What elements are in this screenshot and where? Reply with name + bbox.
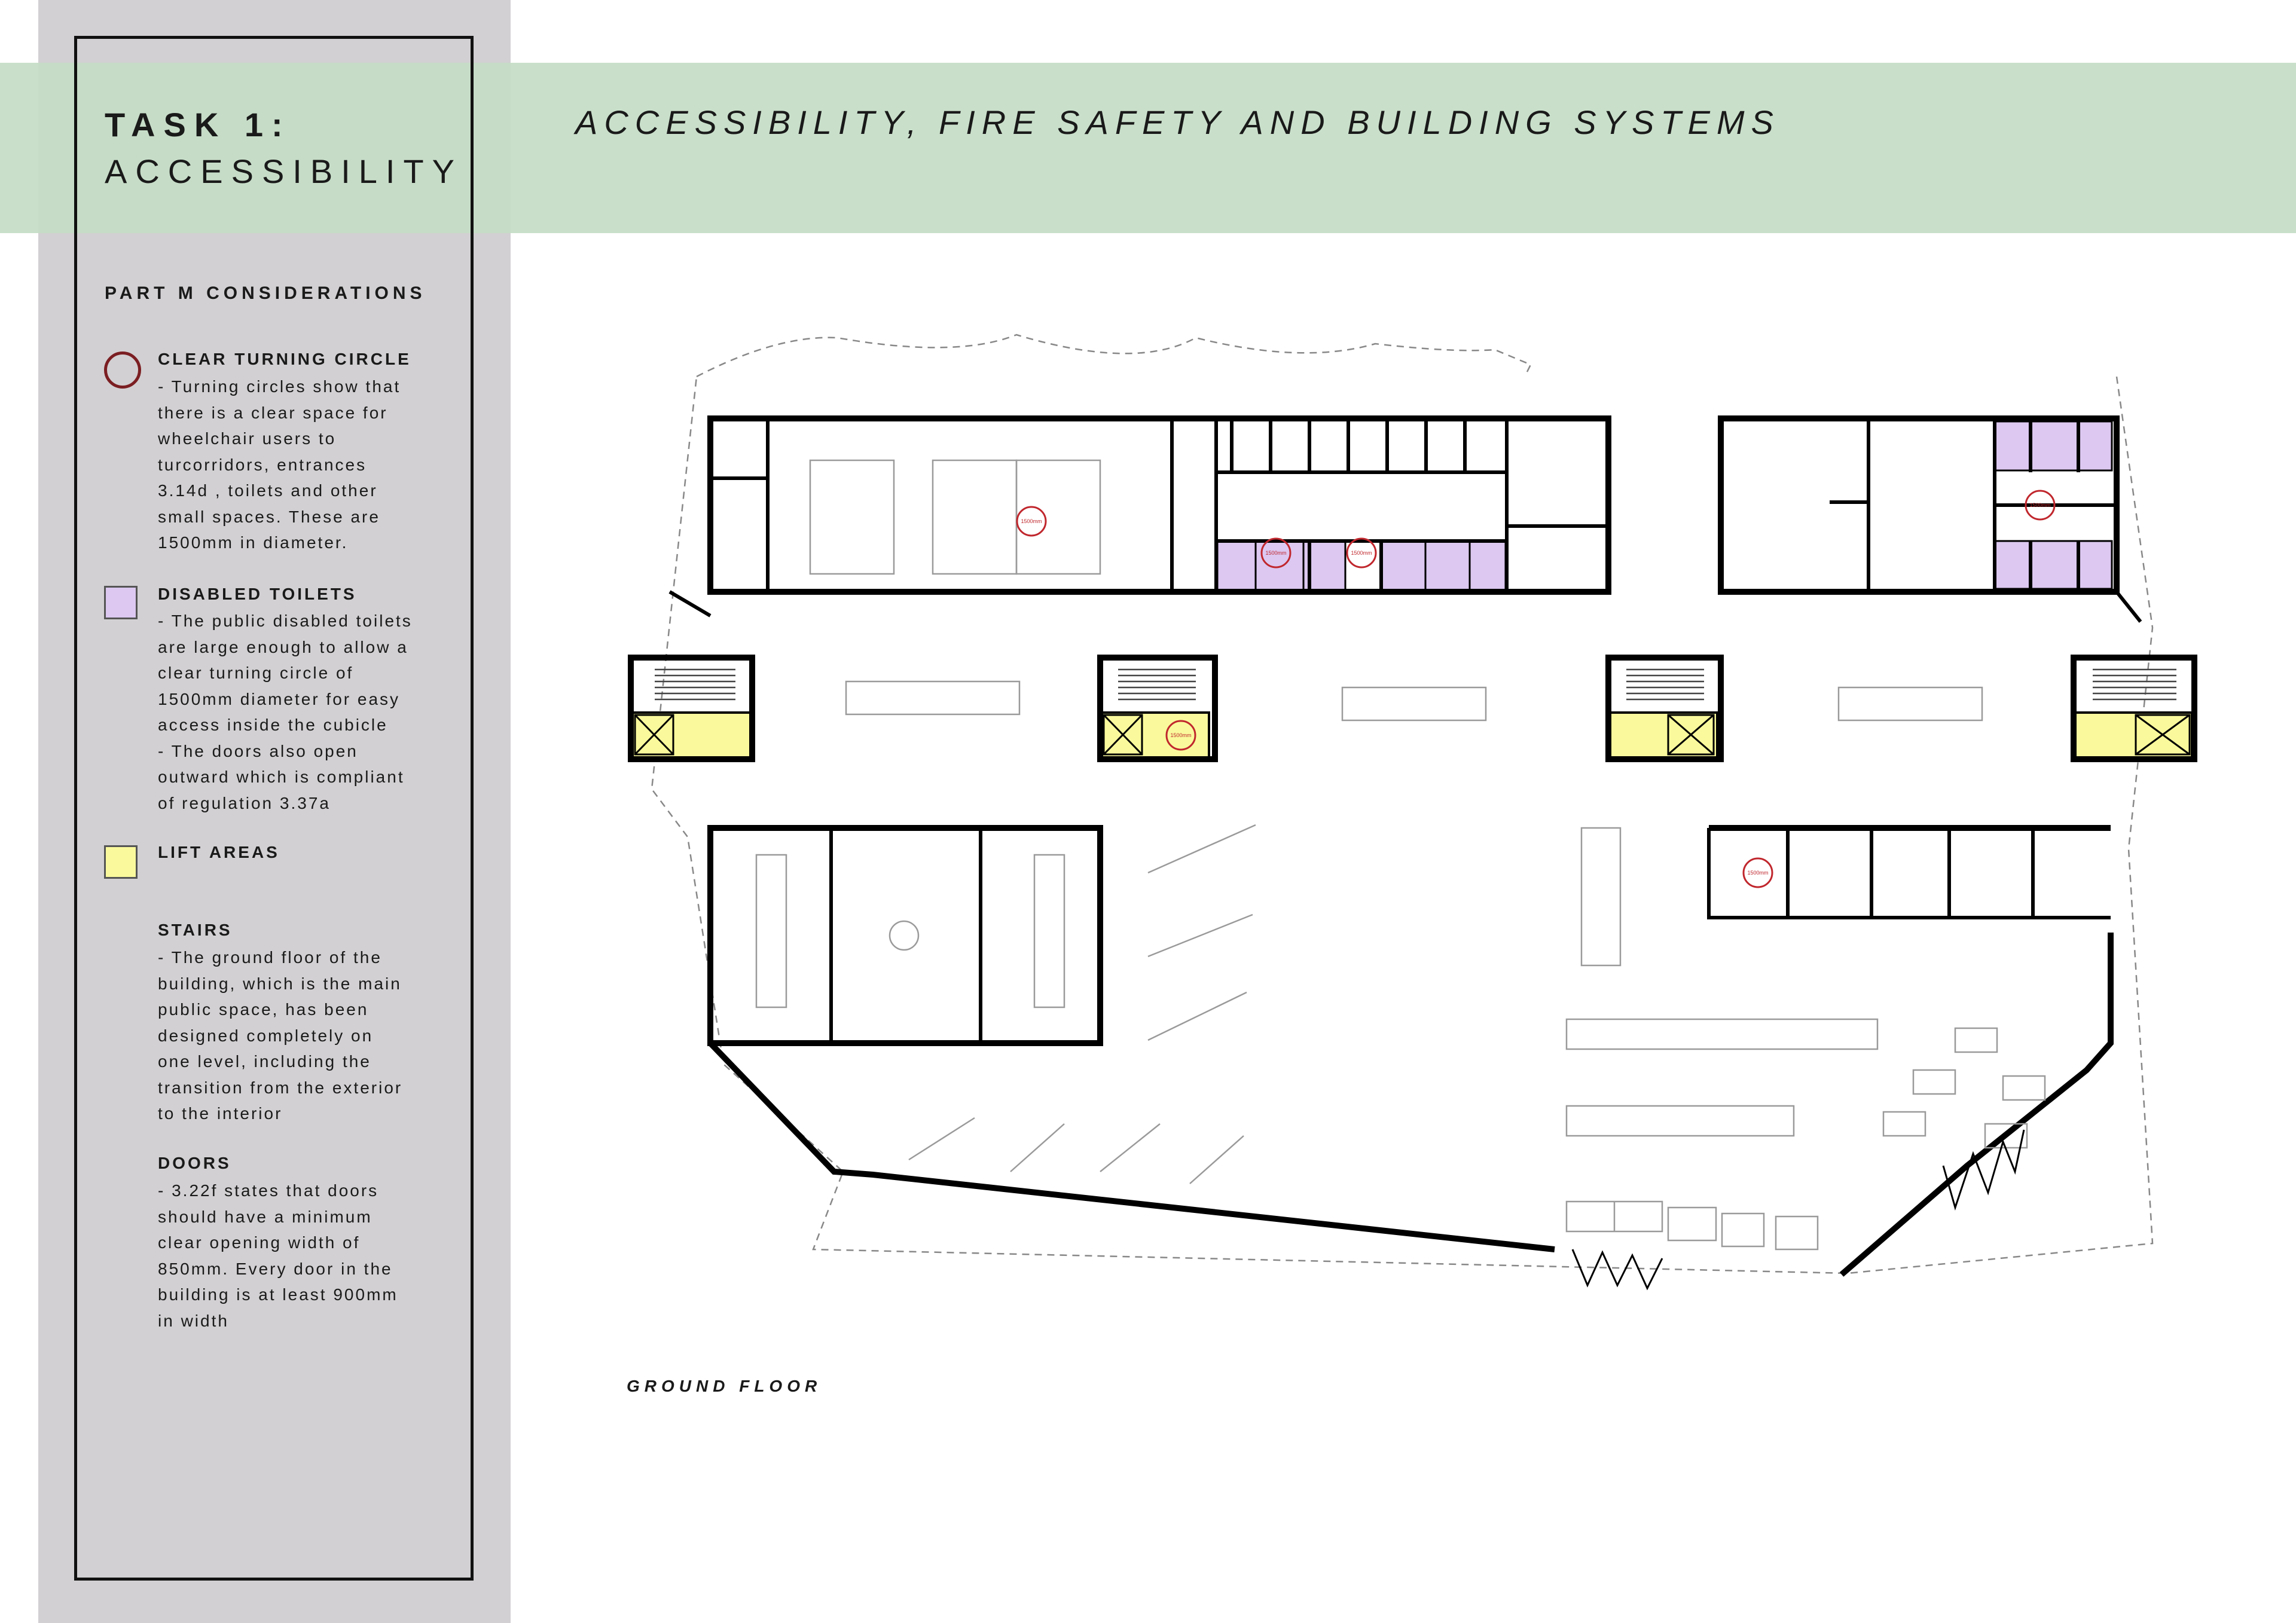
turning-circle-label: 1500mm: [1021, 518, 1042, 524]
turning-circle-label: 1500mm: [1170, 732, 1192, 738]
disabled-toilet: [2031, 541, 2078, 589]
interior-partitions: [670, 418, 2141, 1043]
disabled-toilet: [1470, 541, 1506, 590]
page-title: ACCESSIBILITY, FIRE SAFETY AND BUILDING SYSTEMS: [575, 103, 1780, 141]
round-table: [890, 921, 918, 950]
turning-circle-label: 1500mm: [1265, 550, 1287, 556]
disabled-toilet: [2078, 541, 2112, 589]
bifold-doors: [1573, 1130, 2024, 1288]
long-bench: [1839, 687, 1982, 720]
study-desks: [1016, 460, 1100, 574]
task-name: ACCESSIBILITY: [105, 152, 463, 190]
cafe-tables: [1567, 1202, 1818, 1249]
disabled-toilets: [1217, 421, 2112, 590]
lift-area: [633, 713, 752, 757]
turning-circle-title: CLEAR TURNING CIRCLE: [158, 350, 411, 368]
lift-areas-title: LIFT AREAS: [158, 843, 280, 861]
part-m-heading: PART M CONSIDERATIONS: [105, 283, 426, 303]
turning-circle-label: 1500mm: [2029, 502, 2051, 508]
stairs-text: - The ground floor of the building, which is the main public space, has been designed completely on one level, including the transition from the exterior to the interior: [158, 948, 403, 1123]
disabled-toilet: [2078, 421, 2112, 470]
lift-areas: [633, 713, 2192, 757]
turning-circle-labels: [1021, 502, 2050, 876]
long-bench: [846, 681, 1019, 714]
disabled-toilet: [2031, 421, 2078, 470]
site-boundary: [652, 335, 2152, 1273]
stair-runs: [655, 670, 2176, 699]
disabled-toilet: [1217, 541, 1256, 590]
long-bench: [1342, 687, 1486, 720]
disabled-toilets-title: DISABLED TOILETS: [158, 585, 357, 603]
shelving: [1581, 828, 1620, 965]
disabled-toilet: [1381, 541, 1425, 590]
doors-title: DOORS: [158, 1154, 231, 1172]
disabled-toilet: [1995, 541, 2031, 589]
long-bench: [1567, 1019, 1877, 1049]
turning-circle-text: - Turning circles show that there is a clear space for wheelchair users to turcorridors, entrances 3.14d , toilets and other small spaces. These are 1500mm in diameter.: [158, 377, 401, 552]
turning-circle-label: 1500mm: [1747, 870, 1769, 876]
study-desks: [933, 460, 1016, 574]
cafe-tables: [1883, 1028, 2045, 1148]
ground-floor-label: GROUND FLOOR: [627, 1377, 822, 1395]
disabled-toilet: [1425, 541, 1470, 590]
outer-south-wall: [710, 828, 2111, 1274]
meeting-table: [756, 855, 786, 1007]
lift-area: [1610, 713, 1717, 757]
task-number: TASK 1:: [105, 106, 291, 143]
meeting-table: [1034, 855, 1064, 1007]
disabled-toilet: [1995, 421, 2031, 470]
lift-area: [2075, 713, 2192, 757]
disabled-toilets-text: - The public disabled toilets are large enough to allow a clear turning circle of 1500mm diameter for easy access inside the cubicle - The doors also open outward which is compliant of regulation 3.37a: [158, 612, 413, 812]
stair-ramps: [909, 825, 1256, 1184]
doors-text: - 3.22f states that doors should have a minimum clear opening width of 850mm. Every door in the building is at least 900mm in width: [158, 1181, 398, 1330]
stairs-title: STAIRS: [158, 921, 233, 939]
lift-area: [1101, 713, 1209, 757]
turning-circle-label: 1500mm: [1351, 550, 1372, 556]
long-bench: [1567, 1106, 1794, 1136]
west-classrooms-wall: [710, 828, 1100, 1043]
study-desks: [810, 460, 894, 574]
